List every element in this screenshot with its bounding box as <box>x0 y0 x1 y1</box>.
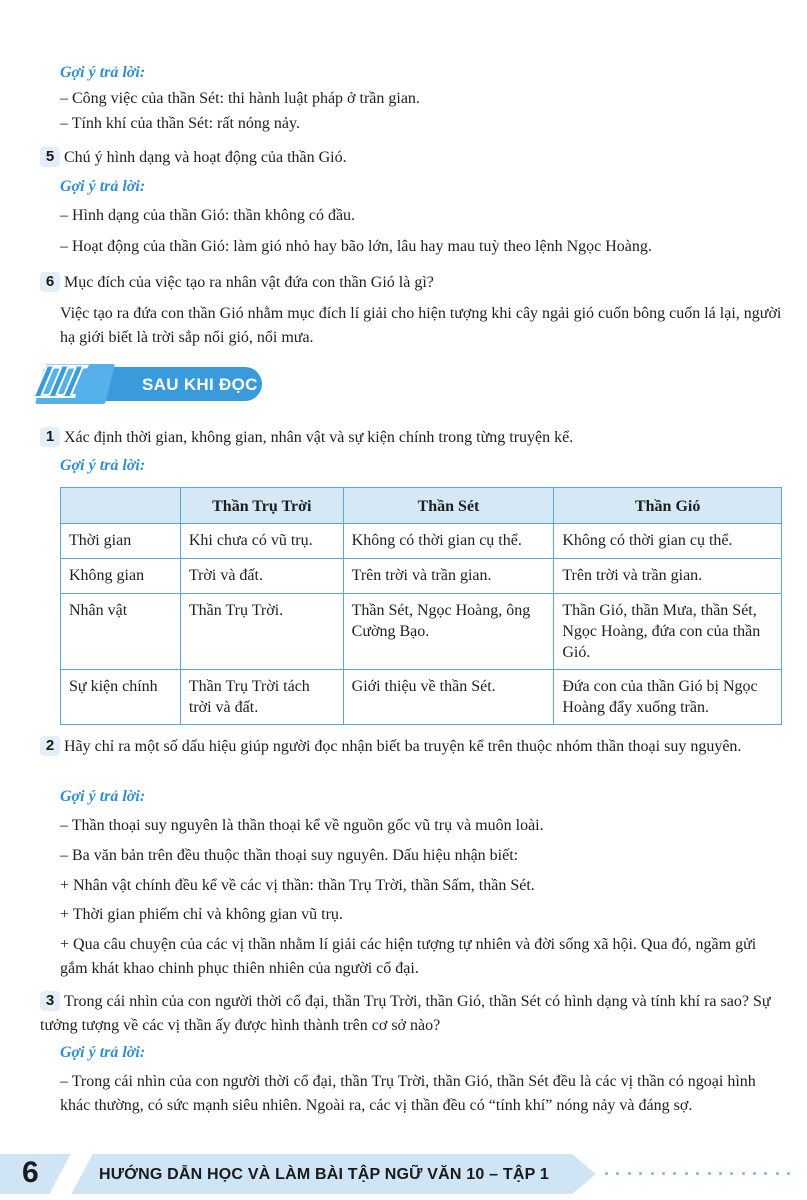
question-6 <box>40 271 780 295</box>
table-row <box>61 594 782 670</box>
answer-paragraph: – Trong cái nhìn của con người thời cổ đại, thần Trụ Trời, thần Gió, thần Sét đều là các vị thần có ngoại hình khác thường, có sức mạnh siêu nhiên. Ngoài ra, các vị thần đều có “tính khí” nóng nảy và đáng sợ. <box>60 1073 756 1114</box>
question-number: 6 <box>40 272 60 292</box>
table-header-cell <box>61 488 181 524</box>
question-text: Chú ý hình dạng và hoạt động của thần Gió. <box>64 149 347 166</box>
answer-line: – Ba văn bản trên đều thuộc thần thoại suy nguyên. Dấu hiệu nhận biết: <box>60 847 519 864</box>
question-5 <box>40 146 780 170</box>
table-cell: Thần Sét, Ngọc Hoàng, ông Cường Bạo. <box>343 594 554 670</box>
table-header-cell: Thần Gió <box>554 488 782 524</box>
question-text: Hãy chỉ ra một số dấu hiệu giúp người đọc nhận biết ba truyện kể trên thuộc nhóm thần thoại suy nguyên. <box>64 738 742 755</box>
table-header-row <box>61 488 782 524</box>
answer-line: – Hình dạng của thần Gió: thần không có đầu. <box>60 207 356 224</box>
table-row <box>61 524 782 559</box>
book-title: HƯỚNG DẪN HỌC VÀ LÀM BÀI TẬP NGỮ VĂN 10 – TẬP 1 <box>99 1166 549 1183</box>
table-cell: Thần Trụ Trời tách trời và đất. <box>180 670 343 725</box>
roman-numeral: III <box>27 355 85 408</box>
question-3 <box>40 990 785 1038</box>
table-cell: Trời và đất. <box>180 559 343 594</box>
table-cell: Nhân vật <box>61 594 181 670</box>
answer-line: – Công việc của thần Sét: thi hành luật pháp ở trần gian. <box>60 90 420 107</box>
question-text: Mục đích của việc tạo ra nhân vật đứa con thần Gió là gì? <box>64 274 434 291</box>
footer-dots <box>605 1172 790 1175</box>
answer-line: – Tính khí của thần Sét: rất nóng nảy. <box>60 115 300 132</box>
footer-arrow <box>572 1154 596 1194</box>
table-cell: Trên trời và trần gian. <box>343 559 554 594</box>
question-2 <box>40 735 785 759</box>
question-1 <box>40 426 780 450</box>
answer-paragraph: + Qua câu chuyện của các vị thần nhằm lí giải các hiện tượng tự nhiên và đời sống xã hội. Qua đó, ngầm gửi gắm khát khao chinh phục thiên nhiên của người cổ đại. <box>60 936 757 977</box>
answer-line: – Hoạt động của thần Gió: làm gió nhỏ hay bão lớn, lâu hay mau tuỳ theo lệnh Ngọc Hoàng. <box>60 238 652 255</box>
hint-label: Gợi ý trả lời: <box>60 64 146 81</box>
answer-line: + Thời gian phiếm chỉ và không gian vũ trụ. <box>60 906 343 923</box>
answer-paragraph: Việc tạo ra đứa con thần Gió nhằm mục đích lí giải cho hiện tượng khi cây ngải gió cuốn bông cuốn lá lại, người hạ giới biết là trời sắp nổi gió, nổi mưa. <box>60 305 782 346</box>
page-footer <box>0 1152 807 1200</box>
hint-label: Gợi ý trả lời: <box>60 178 146 195</box>
question-number: 2 <box>40 736 60 756</box>
question-number: 3 <box>40 991 60 1011</box>
section-title: SAU KHI ĐỌC <box>142 375 258 394</box>
table-cell: Không gian <box>61 559 181 594</box>
section-banner <box>27 355 262 408</box>
answer-line: + Nhân vật chính đều kể về các vị thần: thần Trụ Trời, thần Sấm, thần Sét. <box>60 877 535 894</box>
table-cell: Trên trời và trần gian. <box>554 559 782 594</box>
table-row <box>61 559 782 594</box>
answer-line: – Thần thoại suy nguyên là thần thoại kể về nguồn gốc vũ trụ và muôn loài. <box>60 817 544 834</box>
table-cell: Sự kiện chính <box>61 670 181 725</box>
question-number: 5 <box>40 147 60 167</box>
table-cell: Thần Trụ Trời. <box>180 594 343 670</box>
table-row <box>61 670 782 725</box>
table-cell: Đứa con của thần Gió bị Ngọc Hoàng đẩy xuống trần. <box>554 670 782 725</box>
table-cell: Không có thời gian cụ thể. <box>343 524 554 559</box>
table-cell: Thời gian <box>61 524 181 559</box>
table-cell: Thần Gió, thần Mưa, thần Sét, Ngọc Hoàng, đứa con của thần Gió. <box>554 594 782 670</box>
page-number: 6 <box>22 1156 39 1189</box>
question-number: 1 <box>40 427 60 447</box>
hint-label: Gợi ý trả lời: <box>60 1044 146 1061</box>
hint-label: Gợi ý trả lời: <box>60 457 146 474</box>
table-cell: Khi chưa có vũ trụ. <box>180 524 343 559</box>
table-cell: Không có thời gian cụ thể. <box>554 524 782 559</box>
table-header-cell: Thần Sét <box>343 488 554 524</box>
question-text: Xác định thời gian, không gian, nhân vật và sự kiện chính trong từng truyện kể. <box>64 429 574 446</box>
table-cell: Giới thiệu về thần Sét. <box>343 670 554 725</box>
question-text: Trong cái nhìn của con người thời cổ đại, thần Trụ Trời, thần Gió, thần Sét có hình dạng và tính khí ra sao? Sự tưởng tượng về các vị thần ấy được hình thành trên cơ sở nào? <box>40 993 771 1034</box>
summary-table <box>60 487 782 725</box>
hint-label: Gợi ý trả lời: <box>60 788 146 805</box>
table-header-cell: Thần Trụ Trời <box>180 488 343 524</box>
